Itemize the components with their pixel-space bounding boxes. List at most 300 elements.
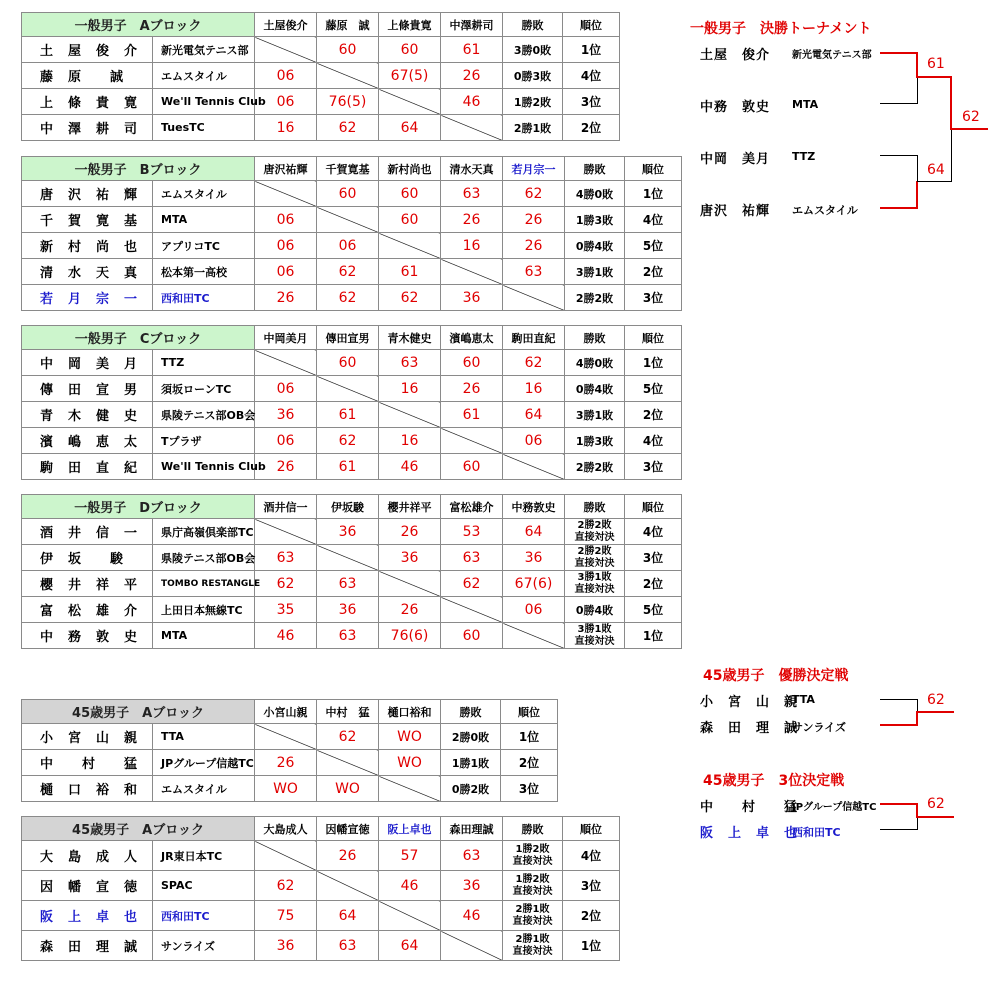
self-cell: [379, 901, 441, 931]
col-header: 新村尚也: [379, 157, 441, 181]
score-cell: 62: [317, 115, 379, 141]
tiebreak-note: 直接対決: [512, 915, 553, 927]
col-header: 駒田直紀: [503, 326, 565, 350]
win-loss: [503, 901, 563, 931]
table-row: [22, 776, 558, 802]
rank: 2位: [563, 901, 620, 931]
rank: 3位: [501, 776, 558, 802]
match-score: 62: [927, 692, 945, 708]
bracket-line-win: [916, 52, 918, 77]
rank: 1位: [625, 350, 682, 376]
rank: 4位: [625, 519, 682, 545]
self-cell: [317, 207, 379, 233]
score-cell: 26: [441, 376, 503, 402]
score-cell: 63: [317, 623, 379, 649]
col-header: 伊坂駿: [317, 495, 379, 519]
score-cell: 06: [255, 428, 317, 454]
bracket-player-name: 土屋 俊介: [700, 48, 771, 63]
rank: 1位: [625, 623, 682, 649]
block-title: 一般男子 Aブロック: [22, 13, 255, 37]
score-cell: WO: [379, 750, 441, 776]
bracket-line: [917, 77, 918, 104]
col-header: 勝敗: [565, 326, 625, 350]
rank: 5位: [625, 376, 682, 402]
score-cell: 62: [255, 871, 317, 901]
score-cell: 63: [441, 841, 503, 871]
score-cell: 06: [503, 428, 565, 454]
player-name: 傳 田 宣 男: [22, 376, 153, 402]
player-name: 櫻 井 祥 平: [22, 571, 153, 597]
score-cell: 61: [441, 37, 503, 63]
col-header: 藤原 誠: [317, 13, 379, 37]
col-header: 千賀寛基: [317, 157, 379, 181]
rank: 2位: [625, 259, 682, 285]
table-row: [22, 428, 682, 454]
bracket-title: 45歳男子 3位決定戦: [703, 773, 845, 789]
player-name: 藤 原 誠: [22, 63, 153, 89]
bracket-player-club: エムスタイル: [792, 204, 858, 217]
block-title: 45歳男子 Aブロック: [22, 817, 255, 841]
self-cell: [379, 402, 441, 428]
player-name: 駒 田 直 紀: [22, 454, 153, 480]
player-name: 中 村 猛: [22, 750, 153, 776]
bracket-line-win: [880, 724, 918, 726]
score-cell: 62: [317, 259, 379, 285]
player-club: We'll Tennis Club: [153, 454, 255, 480]
semifinal-score: 64: [927, 162, 945, 178]
tiebreak-note: 直接対決: [512, 885, 553, 897]
score-cell: 36: [255, 931, 317, 961]
bracket-line-win: [916, 803, 918, 817]
general-c-table: [21, 325, 682, 480]
player-club: 上田日本無線TC: [153, 597, 255, 623]
bracket-line: [917, 816, 918, 830]
self-cell: [255, 37, 317, 63]
table-row: [22, 37, 620, 63]
table-row: [22, 376, 682, 402]
score-cell: 62: [379, 285, 441, 311]
table-row: [22, 181, 682, 207]
player-name: 富 松 雄 介: [22, 597, 153, 623]
score-cell: 60: [379, 207, 441, 233]
win-loss: 2勝2敗: [565, 285, 625, 311]
col-header: 小宮山親: [255, 700, 317, 724]
player-name: 森 田 理 誠: [22, 931, 153, 961]
score-cell: 60: [441, 454, 503, 480]
score-cell: 62: [255, 571, 317, 597]
rank: 1位: [625, 181, 682, 207]
win-loss: 1勝3敗: [565, 428, 625, 454]
score-cell: 26: [441, 207, 503, 233]
rank: 4位: [563, 841, 620, 871]
score-cell: 06: [255, 259, 317, 285]
self-cell: [503, 285, 565, 311]
match-score: 62: [927, 796, 945, 812]
table-row: [22, 597, 682, 623]
score-cell: 16: [379, 428, 441, 454]
player-name: 濱 嶋 恵 太: [22, 428, 153, 454]
bracket-line-win: [916, 181, 918, 209]
tiebreak-note: 直接対決: [574, 635, 615, 647]
win-loss: [565, 519, 625, 545]
score-cell: 63: [503, 259, 565, 285]
col-header: 唐沢祐輝: [255, 157, 317, 181]
win-loss-record: 2勝2敗: [577, 519, 612, 531]
bracket-line: [880, 155, 918, 156]
score-cell: 61: [317, 402, 379, 428]
self-cell: [503, 454, 565, 480]
score-cell: 75: [255, 901, 317, 931]
score-cell: WO: [255, 776, 317, 802]
self-cell: [255, 181, 317, 207]
score-cell: 35: [255, 597, 317, 623]
rank: 4位: [625, 428, 682, 454]
col-header: 順位: [625, 326, 682, 350]
player-club: 県庁高嶺倶楽部TC: [153, 519, 255, 545]
score-cell: 60: [317, 350, 379, 376]
rank: 2位: [563, 115, 620, 141]
win-loss: 2勝2敗: [565, 454, 625, 480]
col-header: 森田理誠: [441, 817, 503, 841]
self-cell: [255, 841, 317, 871]
bracket-line-win: [880, 803, 918, 805]
self-cell: [503, 623, 565, 649]
score-cell: 16: [503, 376, 565, 402]
self-cell: [379, 233, 441, 259]
score-cell: 46: [441, 89, 503, 115]
col-header: 傳田宣男: [317, 326, 379, 350]
player-club: JR東日本TC: [153, 841, 255, 871]
win-loss: [503, 871, 563, 901]
score-cell: 36: [255, 402, 317, 428]
col-header: 勝敗: [565, 495, 625, 519]
score-cell: 63: [441, 181, 503, 207]
score-cell: 06: [503, 597, 565, 623]
win-loss-record: 1勝2敗: [515, 843, 550, 855]
player-name: 新 村 尚 也: [22, 233, 153, 259]
score-cell: 63: [317, 931, 379, 961]
score-cell: 67(6): [503, 571, 565, 597]
score-cell: 60: [317, 181, 379, 207]
rank: 3位: [563, 89, 620, 115]
tiebreak-note: 直接対決: [574, 557, 615, 569]
player-club: エムスタイル: [153, 63, 255, 89]
tiebreak-note: 直接対決: [512, 855, 553, 867]
win-loss: 2勝0敗: [441, 724, 501, 750]
score-cell: 53: [441, 519, 503, 545]
table-row: [22, 750, 558, 776]
win-loss: 1勝3敗: [565, 207, 625, 233]
table-row: [22, 259, 682, 285]
bracket-line-win: [916, 711, 918, 726]
self-cell: [379, 89, 441, 115]
self-cell: [317, 545, 379, 571]
self-cell: [379, 571, 441, 597]
win-loss: [503, 931, 563, 961]
score-cell: 26: [379, 519, 441, 545]
player-club: TTA: [153, 724, 255, 750]
tiebreak-note: 直接対決: [574, 531, 615, 543]
player-club: TOMBO RESTANGLE: [153, 571, 255, 597]
rank: 5位: [625, 597, 682, 623]
col-header: 阪上卓也: [379, 817, 441, 841]
score-cell: 16: [379, 376, 441, 402]
win-loss: 1勝2敗: [503, 89, 563, 115]
self-cell: [441, 597, 503, 623]
player-name: 中 澤 耕 司: [22, 115, 153, 141]
score-cell: 57: [379, 841, 441, 871]
score-cell: 67(5): [379, 63, 441, 89]
m45-b-table: [21, 816, 620, 961]
col-header: 大島成人: [255, 817, 317, 841]
self-cell: [379, 776, 441, 802]
win-loss-record: 3勝1敗: [577, 623, 612, 635]
score-cell: 16: [441, 233, 503, 259]
player-club: MTA: [153, 623, 255, 649]
self-cell: [255, 350, 317, 376]
win-loss: 3勝1敗: [565, 259, 625, 285]
rank: 3位: [625, 545, 682, 571]
player-name: 唐 沢 祐 輝: [22, 181, 153, 207]
win-loss: [565, 571, 625, 597]
self-cell: [441, 931, 503, 961]
score-cell: 63: [255, 545, 317, 571]
bracket-line: [917, 181, 952, 182]
score-cell: 26: [503, 233, 565, 259]
win-loss: 3勝1敗: [565, 402, 625, 428]
score-cell: 26: [317, 841, 379, 871]
rank: 2位: [625, 402, 682, 428]
bracket-player-name: 森 田 理 誠: [700, 721, 799, 736]
rank: 3位: [625, 454, 682, 480]
score-cell: 06: [255, 376, 317, 402]
score-cell: 26: [255, 750, 317, 776]
score-cell: 62: [317, 724, 379, 750]
score-cell: 26: [441, 63, 503, 89]
bracket-title: 一般男子 決勝トーナメント: [690, 21, 872, 37]
col-header: 中務敦史: [503, 495, 565, 519]
block-title: 一般男子 Bブロック: [22, 157, 255, 181]
rank: 4位: [625, 207, 682, 233]
bracket-player-name: 中務 敦史: [700, 100, 771, 115]
player-name: 土 屋 俊 介: [22, 37, 153, 63]
score-cell: WO: [317, 776, 379, 802]
score-cell: 60: [441, 623, 503, 649]
general-d-table: [21, 494, 682, 649]
bracket-line-win: [880, 207, 918, 209]
col-header: 上條貴寛: [379, 13, 441, 37]
bracket-line: [880, 699, 918, 700]
score-cell: 36: [317, 597, 379, 623]
m45-a-table: [21, 699, 558, 802]
score-cell: 36: [379, 545, 441, 571]
score-cell: 64: [379, 115, 441, 141]
rank: 1位: [563, 37, 620, 63]
table-row: [22, 285, 682, 311]
col-header: 富松雄介: [441, 495, 503, 519]
col-header: 順位: [563, 817, 620, 841]
win-loss: 0勝4敗: [565, 376, 625, 402]
bracket-line-win: [880, 52, 918, 54]
player-club: 西和田TC: [153, 285, 255, 311]
bracket-line: [917, 155, 918, 182]
score-cell: 36: [317, 519, 379, 545]
self-cell: [317, 63, 379, 89]
table-row: [22, 841, 620, 871]
score-cell: 26: [503, 207, 565, 233]
player-club: 新光電気テニス部: [153, 37, 255, 63]
score-cell: 76(5): [317, 89, 379, 115]
col-header: 清水天真: [441, 157, 503, 181]
table-row: [22, 901, 620, 931]
rank: 2位: [501, 750, 558, 776]
win-loss: 0勝3敗: [503, 63, 563, 89]
score-cell: 16: [255, 115, 317, 141]
win-loss: 0勝2敗: [441, 776, 501, 802]
col-header: 勝敗: [503, 817, 563, 841]
score-cell: 60: [441, 350, 503, 376]
player-club: MTA: [153, 207, 255, 233]
player-name: 因 幡 宣 徳: [22, 871, 153, 901]
score-cell: 64: [503, 519, 565, 545]
general-b-table: [21, 156, 682, 311]
bracket-player-club: 西和田TC: [792, 826, 841, 839]
score-cell: 63: [379, 350, 441, 376]
col-header: 勝敗: [503, 13, 563, 37]
bracket-title: 45歳男子 優勝決定戦: [703, 668, 849, 684]
block-title: 一般男子 Dブロック: [22, 495, 255, 519]
bracket-line-win: [916, 816, 954, 818]
bracket-line: [951, 128, 952, 182]
bracket-line: [880, 829, 918, 830]
win-loss: [565, 545, 625, 571]
win-loss: 1勝1敗: [441, 750, 501, 776]
bracket-player-club: MTA: [792, 98, 819, 111]
table-row: [22, 571, 682, 597]
bracket-line-win: [950, 76, 952, 128]
player-club: TTZ: [153, 350, 255, 376]
player-name: 清 水 天 真: [22, 259, 153, 285]
score-cell: 76(6): [379, 623, 441, 649]
self-cell: [317, 871, 379, 901]
player-name: 上 條 貴 寛: [22, 89, 153, 115]
bracket-player-name: 唐沢 祐輝: [700, 204, 771, 219]
win-loss: 3勝0敗: [503, 37, 563, 63]
win-loss: 0勝4敗: [565, 597, 625, 623]
score-cell: 61: [317, 454, 379, 480]
col-header: 樋口裕和: [379, 700, 441, 724]
player-club: エムスタイル: [153, 181, 255, 207]
score-cell: 06: [255, 233, 317, 259]
rank: 1位: [563, 931, 620, 961]
win-loss: 2勝1敗: [503, 115, 563, 141]
col-header: 土屋俊介: [255, 13, 317, 37]
tiebreak-note: 直接対決: [574, 583, 615, 595]
score-cell: 46: [379, 871, 441, 901]
self-cell: [441, 259, 503, 285]
bracket-line: [880, 103, 918, 104]
player-club: エムスタイル: [153, 776, 255, 802]
self-cell: [317, 750, 379, 776]
score-cell: 61: [441, 402, 503, 428]
player-club: JPグループ信越TC: [153, 750, 255, 776]
rank: 2位: [625, 571, 682, 597]
bracket-player-name: 小 宮 山 親: [700, 695, 799, 710]
table-row: [22, 931, 620, 961]
score-cell: 36: [441, 285, 503, 311]
score-cell: WO: [379, 724, 441, 750]
col-header: 勝敗: [441, 700, 501, 724]
tiebreak-note: 直接対決: [512, 945, 553, 957]
score-cell: 63: [441, 545, 503, 571]
score-cell: 06: [317, 233, 379, 259]
score-cell: 36: [503, 545, 565, 571]
col-header: 酒井信一: [255, 495, 317, 519]
player-name: 伊 坂 駿: [22, 545, 153, 571]
self-cell: [441, 428, 503, 454]
self-cell: [255, 724, 317, 750]
general-a-table: [21, 12, 620, 141]
score-cell: 46: [255, 623, 317, 649]
score-cell: 46: [441, 901, 503, 931]
final-score: 62: [962, 109, 980, 125]
bracket-player-name: 中 村 猛: [700, 800, 799, 815]
rank: 3位: [625, 285, 682, 311]
table-row: [22, 623, 682, 649]
bracket-player-club: TTZ: [792, 150, 816, 163]
table-row: [22, 115, 620, 141]
col-header: 濱嶋恵太: [441, 326, 503, 350]
score-cell: 62: [503, 350, 565, 376]
col-header: 順位: [625, 495, 682, 519]
player-club: SPAC: [153, 871, 255, 901]
score-cell: 06: [255, 89, 317, 115]
player-name: 若 月 宗 一: [22, 285, 153, 311]
player-name: 樋 口 裕 和: [22, 776, 153, 802]
col-header: 勝敗: [565, 157, 625, 181]
score-cell: 64: [503, 402, 565, 428]
score-cell: 62: [503, 181, 565, 207]
col-header: 順位: [625, 157, 682, 181]
score-cell: 06: [255, 63, 317, 89]
win-loss: 4勝0敗: [565, 350, 625, 376]
table-row: [22, 63, 620, 89]
player-club: 県陵テニス部OB会: [153, 545, 255, 571]
score-cell: 60: [379, 181, 441, 207]
player-name: 大 島 成 人: [22, 841, 153, 871]
score-cell: 60: [379, 37, 441, 63]
col-header: 中澤耕司: [441, 13, 503, 37]
win-loss: [565, 623, 625, 649]
col-header: 青木健史: [379, 326, 441, 350]
table-row: [22, 519, 682, 545]
table-row: [22, 233, 682, 259]
score-cell: 61: [379, 259, 441, 285]
player-club: 県陵テニス部OB会: [153, 402, 255, 428]
table-row: [22, 871, 620, 901]
bracket-player-club: サンライズ: [792, 721, 847, 734]
semifinal-score: 61: [927, 56, 945, 72]
table-row: [22, 545, 682, 571]
block-title: 一般男子 Cブロック: [22, 326, 255, 350]
bracket-player-club: TTA: [792, 693, 815, 706]
score-cell: 64: [317, 901, 379, 931]
player-club: アプリコTC: [153, 233, 255, 259]
col-header: 順位: [501, 700, 558, 724]
table-row: [22, 724, 558, 750]
block-title: 45歳男子 Aブロック: [22, 700, 255, 724]
player-club: サンライズ: [153, 931, 255, 961]
